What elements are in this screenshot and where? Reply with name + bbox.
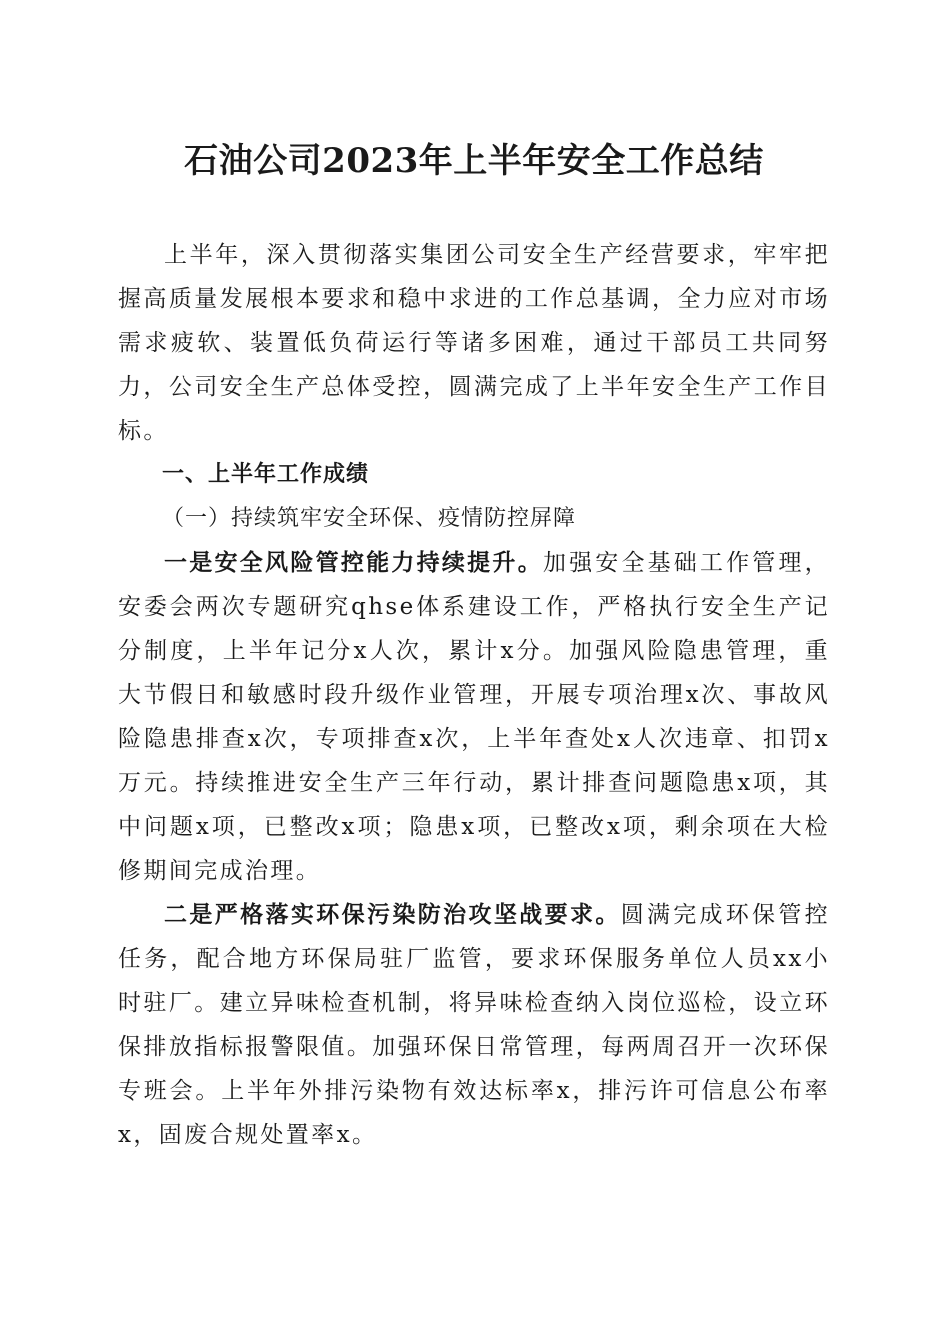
- subsection-heading: （一）持续筑牢安全环保、疫情防控屏障: [162, 506, 577, 531]
- intro-paragraph: 上半年，深入贯彻落实集团公司安全生产经营要求，牢牢把握高质量发展根本要求和稳中求进的工作总基调，全力应对市场需求疲软、装置低负荷运行等诸多困难，通过干部员工共同努力，公司安全生产总体受控，圆满完成了上半年安全生产工作目标。: [118, 242, 830, 444]
- point-text-1: 加强安全基础工作管理，安委会两次专题研究qhse体系建设工作，严格执行安全生产记分制度，上半年记分x人次，累计x分。加强风险隐患管理，重大节假日和敏感时段升级作业管理，开展专项治理x次、事故风险隐患排查x次，专项排查x次，上半年查处x人次违章、扣罚x万元。持续推进安全生产三年行动，累计排查问题隐患x项，其中问题x项，已整改x项；隐患x项，已整改x项，剩余项在大检修期间完成治理。: [118, 550, 831, 884]
- document-body: [118, 233, 830, 1157]
- point-lead-2: 二是严格落实环保污染防治攻坚战要求。: [164, 902, 621, 928]
- point-paragraph-1: [118, 541, 830, 893]
- point-text-2: 圆满完成环保管控任务，配合地方环保局驻厂监管，要求环保服务单位人员xx小时驻厂。建立异味检查机制，将异味检查纳入岗位巡检，设立环保排放指标报警限值。加强环保日常管理，每两周召开一次环保专班会。上半年外排污染物有效达标率x，排污许可信息公布率x，固废合规处置率x。: [118, 902, 831, 1148]
- section-heading: 一、上半年工作成绩: [162, 462, 370, 487]
- point-lead-1: 一是安全风险管控能力持续提升。: [164, 550, 543, 576]
- document-title: 石油公司2023年上半年安全工作总结: [184, 141, 764, 181]
- point-paragraph-2: [118, 893, 830, 1157]
